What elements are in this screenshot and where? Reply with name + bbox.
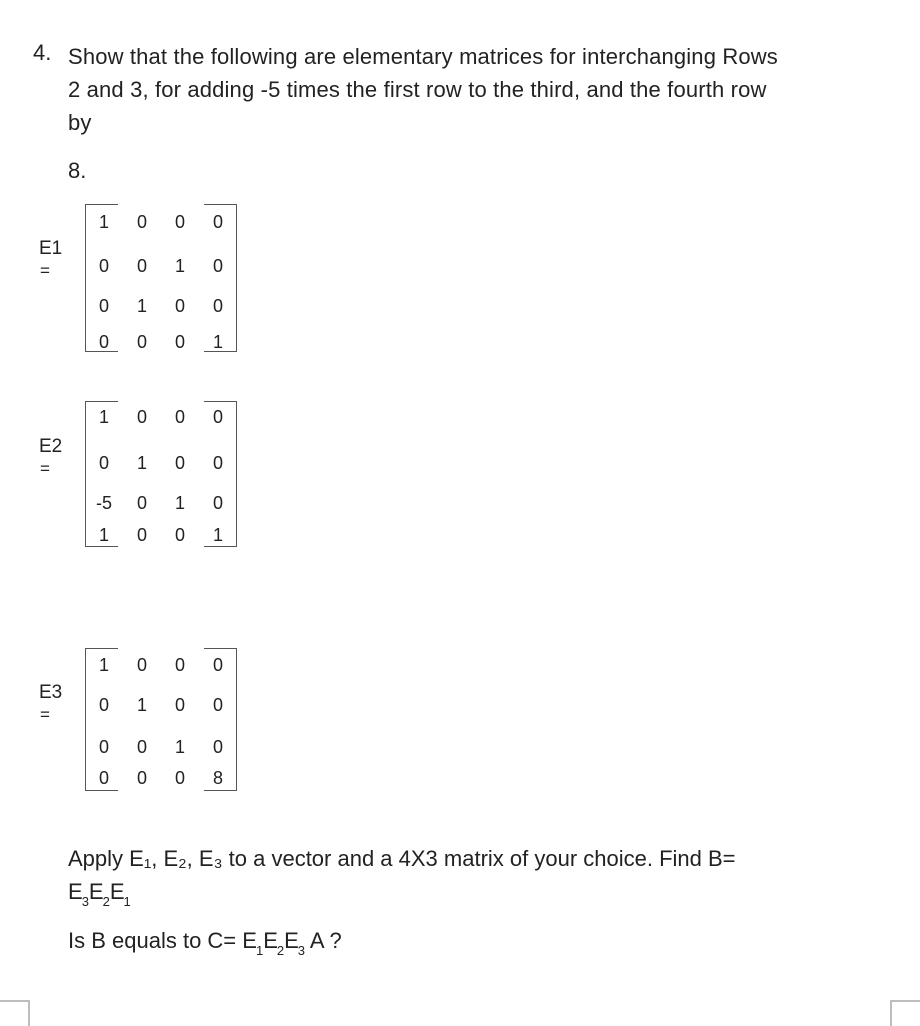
matrix-cell: 1 bbox=[212, 332, 223, 352]
equals-sign: = bbox=[40, 705, 50, 724]
matrix-cell: 1 bbox=[174, 737, 185, 757]
apply-instruction bbox=[68, 842, 888, 911]
matrix-cell: 0 bbox=[212, 493, 223, 513]
comparison-suffix: A ? bbox=[305, 928, 342, 953]
matrix-cell: 0 bbox=[136, 655, 147, 675]
term-subscript: 2 bbox=[276, 943, 285, 958]
matrix-cell: 0 bbox=[212, 695, 223, 715]
matrix-cell: 0 bbox=[174, 453, 185, 473]
matrix-cell: 0 bbox=[174, 695, 185, 715]
matrix-cell: 1 bbox=[98, 655, 109, 675]
term-subscript: 3 bbox=[297, 943, 306, 958]
matrix-cell: 0 bbox=[174, 332, 185, 352]
matrix-cell: 0 bbox=[98, 332, 109, 352]
question-line-1: Show that the following are elementary matrices for interchanging Rows bbox=[68, 44, 778, 69]
term-subscript: 1 bbox=[255, 943, 264, 958]
matrix-e2 bbox=[85, 401, 237, 547]
matrix-label-e2 bbox=[39, 436, 62, 480]
term-subscript: 2 bbox=[102, 894, 110, 909]
apply-line: Apply E₁, E₂, E₃ to a vector and a 4X3 matrix of your choice. Find B= bbox=[68, 846, 736, 871]
term-base: E bbox=[242, 928, 257, 953]
matrix-cell: 0 bbox=[212, 256, 223, 276]
matrix-cell: 0 bbox=[212, 407, 223, 427]
matrix-cell: 0 bbox=[212, 655, 223, 675]
matrix-cell: 1 bbox=[136, 453, 147, 473]
term-subscript: 3 bbox=[81, 894, 89, 909]
matrix-name: E1 bbox=[39, 238, 63, 259]
matrix-cell: 1 bbox=[98, 212, 109, 232]
matrix-label-e1 bbox=[39, 238, 62, 282]
question-text bbox=[68, 40, 888, 139]
b-formula bbox=[68, 875, 131, 911]
matrix-cell: 0 bbox=[212, 737, 223, 757]
matrix-cell: 0 bbox=[136, 768, 147, 788]
matrix-cell: -5 bbox=[95, 493, 112, 513]
matrix-cell: 0 bbox=[174, 768, 185, 788]
matrix-cell: 0 bbox=[98, 453, 109, 473]
matrix-cell: 0 bbox=[212, 453, 223, 473]
matrix-cell: 0 bbox=[98, 296, 109, 316]
matrix-cell: 0 bbox=[136, 332, 147, 352]
comparison-question bbox=[68, 928, 342, 958]
term-base: E bbox=[88, 879, 104, 904]
matrix-cell: 0 bbox=[98, 695, 109, 715]
term-base: E bbox=[109, 879, 125, 904]
matrix-cell: 1 bbox=[174, 256, 185, 276]
term-base: E bbox=[263, 928, 278, 953]
matrix-cell: 1 bbox=[136, 296, 147, 316]
matrix-cell: 0 bbox=[136, 407, 147, 427]
question-number: 4. bbox=[33, 40, 52, 65]
term-base: E bbox=[68, 879, 83, 904]
matrix-e1 bbox=[85, 204, 237, 352]
question-line-3: by bbox=[68, 110, 92, 135]
question-line-2: 2 and 3, for adding -5 times the first row to the third, and the fourth row bbox=[68, 77, 767, 102]
matrix-cell: 1 bbox=[98, 525, 109, 545]
matrix-cell: 1 bbox=[174, 493, 185, 513]
matrix-cell: 0 bbox=[136, 256, 147, 276]
comparison-prefix: Is B equals to C= bbox=[68, 928, 243, 953]
matrix-cell: 0 bbox=[98, 256, 109, 276]
matrix-cell: 0 bbox=[136, 737, 147, 757]
term-subscript: 1 bbox=[123, 894, 131, 909]
matrix-cell: 1 bbox=[212, 525, 223, 545]
matrix-cell: 0 bbox=[212, 212, 223, 232]
matrix-cell: 8 bbox=[212, 768, 223, 788]
matrix-cell: 0 bbox=[174, 525, 185, 545]
matrix-name: E2 bbox=[39, 436, 63, 457]
equals-sign: = bbox=[40, 261, 50, 280]
page-corner-right bbox=[890, 1000, 920, 1026]
matrix-cell: 1 bbox=[98, 407, 109, 427]
page-corner-left bbox=[0, 1000, 30, 1026]
matrix-cell: 0 bbox=[174, 407, 185, 427]
matrix-cell: 0 bbox=[136, 493, 147, 513]
matrix-cell: 0 bbox=[174, 655, 185, 675]
matrix-name: E3 bbox=[39, 682, 63, 703]
matrix-cell: 0 bbox=[98, 737, 109, 757]
matrix-cell: 0 bbox=[136, 525, 147, 545]
matrix-e3 bbox=[85, 648, 237, 791]
matrix-cell: 0 bbox=[174, 296, 185, 316]
matrix-label-e3 bbox=[39, 682, 62, 726]
matrix-cell: 0 bbox=[212, 296, 223, 316]
matrix-cell: 0 bbox=[136, 212, 147, 232]
equals-sign: = bbox=[40, 459, 50, 478]
matrix-cell: 0 bbox=[174, 212, 185, 232]
matrix-cell: 1 bbox=[136, 695, 147, 715]
question-continuation: 8. bbox=[68, 158, 87, 183]
matrix-cell: 0 bbox=[98, 768, 109, 788]
term-base: E bbox=[284, 928, 299, 953]
